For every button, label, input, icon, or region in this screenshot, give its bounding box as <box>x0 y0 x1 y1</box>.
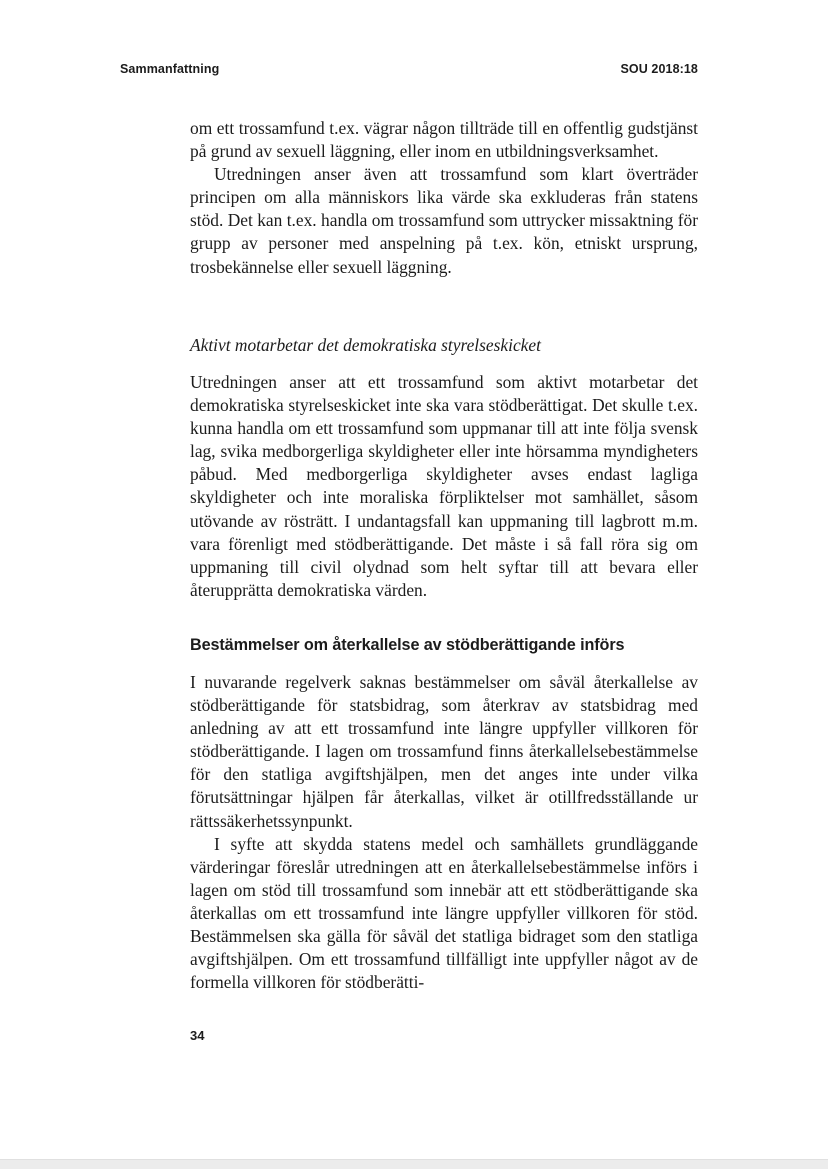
section-heading: Bestämmelser om återkallelse av stödberättigande införs <box>190 636 625 654</box>
page-number: 34 <box>190 1028 205 1043</box>
header-document-id: SOU 2018:18 <box>620 62 698 76</box>
text-block-1 <box>190 117 698 279</box>
paragraph: Utredningen anser även att trossamfund som klart överträder principen om alla människors lika värde ska exkluderas från statens stöd. Det kan t.ex. handla om trossamfund som uttrycker missaktning för grupp av personer med anspelning på t.ex. kön, etniskt ursprung, trosbekännelse eller sexuell läggning. <box>190 164 698 277</box>
text-block-3 <box>190 671 698 994</box>
paragraph: om ett trossamfund t.ex. vägrar någon tillträde till en offentlig gudstjänst på grund av sexuell läggning, eller inom en utbildningsverksamhet. <box>190 118 698 162</box>
paragraph: Utredningen anser att ett trossamfund som aktivt motarbetar det demokratiska styrelseskicket inte ska vara stödberättigat. Det skulle t.ex. kunna handla om ett trossamfund som uppmanar till att inte följa svensk lag, svika medborgerliga skyldigheter eller inte hörsamma myndigheters påbud. Med medborgerliga skyldigheter avses endast lagliga skyldigheter och inte moraliska förpliktelser mot samhället, såsom utövande av rösträtt. I undantagsfall kan uppmaning till lagbrott m.m. vara förenligt med stödberättigande. Det måste i så fall röra sig om uppmaning till civil olydnad som helt syftar till att bevara eller återupprätta demokratiska värden. <box>190 372 698 600</box>
header-section-title: Sammanfattning <box>120 62 220 76</box>
running-header <box>120 62 698 76</box>
text-block-2 <box>190 371 698 602</box>
paragraph: I nuvarande regelverk saknas bestämmelser om såväl återkallelse av stödberättigande för statsbidrag, som återkrav av statsbidrag med anledning av att ett trossamfund inte längre uppfyller villkoren för stödberättigande. I lagen om trossamfund finns återkallelsebestämmelse för den statliga avgiftshjälpen, men det anges inte under vilka förutsättningar hjälpen får återkallas, vilket är otillfredsställande ur rättssäkerhetssynpunkt. <box>190 672 698 831</box>
subheading: Aktivt motarbetar det demokratiska styrelseskicket <box>190 335 541 355</box>
paragraph: I syfte att skydda statens medel och samhällets grundläggande värderingar föreslår utredningen att en återkallelsebestämmelse införs i lagen om stöd till trossamfund som innebär att ett stödberättigande ska återkallas om ett trossamfund inte längre uppfyller villkoren för stöd. Bestämmelsen ska gälla för såväl det statliga bidraget som den statliga avgiftshjälpen. Om ett trossamfund tillfälligt inte uppfyller något av de formella villkoren för stödberätti- <box>190 833 698 993</box>
scan-edge-divider <box>0 1159 828 1169</box>
